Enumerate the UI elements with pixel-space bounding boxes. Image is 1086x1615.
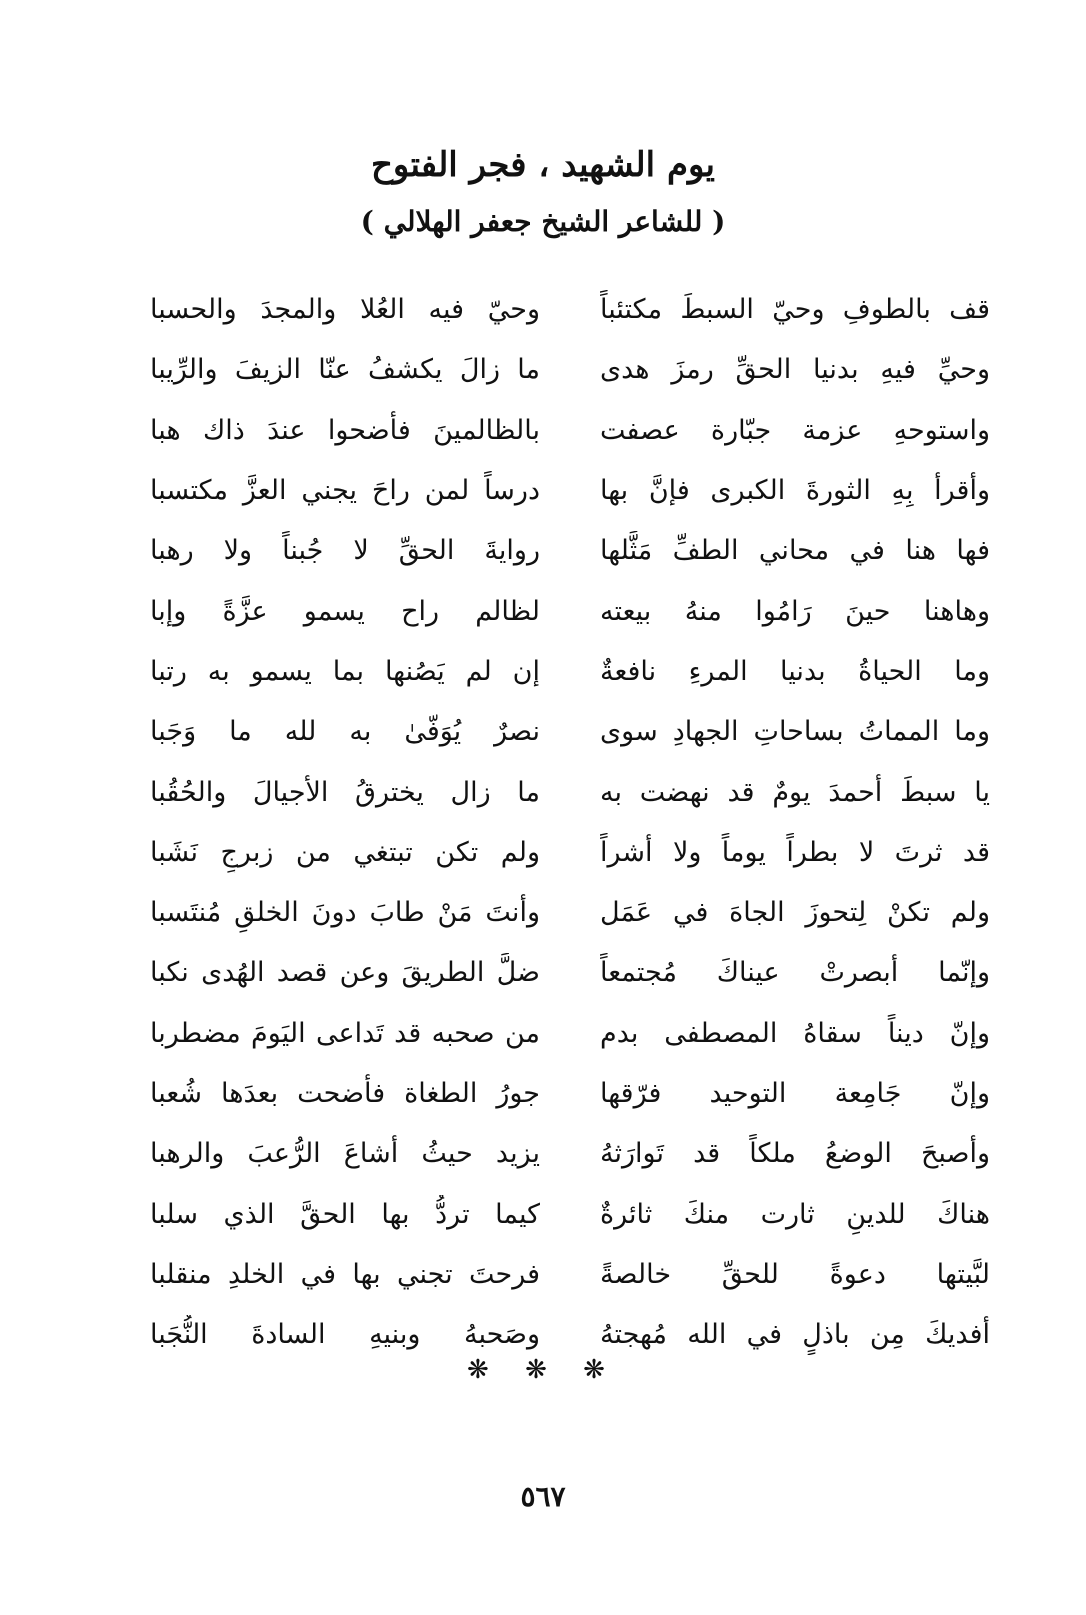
- verse-row: [150, 461, 990, 521]
- verse-row: [150, 943, 990, 1003]
- verse-first-hemistich: أفديكَ مِن باذلٍ في الله مُهجتهُ: [600, 1319, 990, 1351]
- verse-first-hemistich: وأقرأ بِهِ الثورةَ الكبرى فإنَّ بها: [600, 475, 990, 507]
- verse-first-hemistich: قد ثرتَ لا بطراً يوماً ولا أشراً: [600, 836, 990, 868]
- verse-row: [150, 280, 990, 340]
- verse-row: [150, 642, 990, 702]
- verse-second-hemistich: وصَحبهُ وبنيهِ السادةَ النُّجَبا: [150, 1319, 540, 1351]
- verse-first-hemistich: يا سبطَ أحمدَ يومٌ قد نهضت به: [600, 776, 990, 808]
- verse-first-hemistich: لبَّيتها دعوةً للحقِّ خالصةً: [600, 1258, 990, 1290]
- verse-first-hemistich: هناكَ للدينِ ثارت منكَ ثائرةٌ: [600, 1198, 990, 1230]
- verse-row: [150, 1064, 990, 1124]
- verse-second-hemistich: ما زالَ يكشفُ عنّا الزيفَ والرِّيبا: [150, 354, 540, 386]
- poem-subtitle: ( للشاعر الشيخ جعفر الهلالي ): [360, 205, 726, 238]
- verse-first-hemistich: وما الحياةُ بدنيا المرءِ نافعةٌ: [600, 655, 990, 687]
- verse-row: [150, 762, 990, 822]
- verse-second-hemistich: روايةَ الحقِّ لا جُبناً ولا رهبا: [150, 535, 540, 567]
- verse-second-hemistich: بالظالمينَ فأضحوا عندَ ذاك هبا: [150, 414, 540, 446]
- page-number: ٥٦٧: [520, 1480, 566, 1513]
- verse-second-hemistich: درساً لمن راحَ يجني العزَّ مكتسبا: [150, 475, 540, 507]
- poem-title: يوم الشهيد ، فجر الفتوح: [370, 145, 716, 185]
- verse-first-hemistich: وإنّ ديناً سقاهُ المصطفى بدم: [600, 1017, 990, 1049]
- verse-second-hemistich: يزيد حيثُ أشاعَ الرُّعبَ والرهبا: [150, 1138, 540, 1170]
- verse-row: [150, 1004, 990, 1064]
- verse-row: [150, 340, 990, 400]
- verse-row: [150, 702, 990, 762]
- verse-row: [150, 1184, 990, 1244]
- verse-second-hemistich: فرحتَ تجني بها في الخلدِ منقلبا: [150, 1258, 540, 1290]
- separator-stars: ❋ ❋ ❋: [467, 1355, 619, 1385]
- verse-second-hemistich: لظالم راح يسمو عزَّةً وإبا: [150, 595, 540, 627]
- verse-first-hemistich: وإنّ جَامِعة التوحيد فرّقها: [600, 1078, 990, 1109]
- verse-first-hemistich: ولم تكنْ لِتحوزَ الجاهَ في عَمَل: [600, 897, 990, 929]
- verse-first-hemistich: وإنّما أبصرتْ عيناكَ مُجتمعاً: [600, 957, 990, 989]
- verse-first-hemistich: فها هنا في محاني الطفِّ مَثَّلها: [600, 535, 990, 567]
- verse-row: [150, 521, 990, 581]
- verse-row: [150, 1124, 990, 1184]
- verse-second-hemistich: من صحبه قد تَداعى اليَومَ مضطربا: [150, 1017, 540, 1049]
- verse-first-hemistich: وهاهنا حينَ رَامُوا منهُ بيعته: [600, 595, 990, 627]
- verse-second-hemistich: ما زال يخترقُ الأجيالَ والحُقُبا: [150, 776, 540, 808]
- verse-first-hemistich: وما المماتُ بساحاتِ الجهادِ سوى: [600, 716, 990, 748]
- verse-first-hemistich: قف بالطوفِ وحيّ السبطَ مكتئباً: [600, 294, 990, 326]
- verse-second-hemistich: كيما تردُّ بها الحقَّ الذي سلبا: [150, 1198, 540, 1230]
- verse-first-hemistich: واستوحهِ عزمة جبّارة عصفت: [600, 414, 990, 446]
- verse-row: [150, 1245, 990, 1305]
- verse-second-hemistich: نصرٌ يُوَفّىٰ به لله ما وَجَبا: [150, 716, 540, 748]
- verse-second-hemistich: إن لم يَصُنها بما يسمو به رتبا: [150, 655, 540, 687]
- verse-row: [150, 401, 990, 461]
- verse-row: [150, 883, 990, 943]
- verse-second-hemistich: وأنتَ مَنْ طابَ دونَ الخلقِ مُنتَسبا: [150, 897, 540, 929]
- verse-second-hemistich: ولم تكن تبتغي من زبرجٍ نَشَبا: [150, 836, 540, 868]
- verse-first-hemistich: وحيِّ فيهِ بدنيا الحقِّ رمزَ هدى: [600, 354, 990, 386]
- verse-first-hemistich: وأصبحَ الوضعُ ملكاً قد تَوارَثهُ: [600, 1138, 990, 1170]
- verse-row: [150, 823, 990, 883]
- poem-body: [150, 280, 990, 1365]
- verse-row: [150, 581, 990, 641]
- verse-second-hemistich: جورُ الطغاة فأضحت بعدَها شُعبا: [150, 1078, 540, 1109]
- verse-second-hemistich: ضلَّ الطريقَ وعن قصد الهُدى نكبا: [150, 957, 540, 989]
- verse-second-hemistich: وحيّ فيه العُلا والمجدَ والحسبا: [150, 294, 540, 326]
